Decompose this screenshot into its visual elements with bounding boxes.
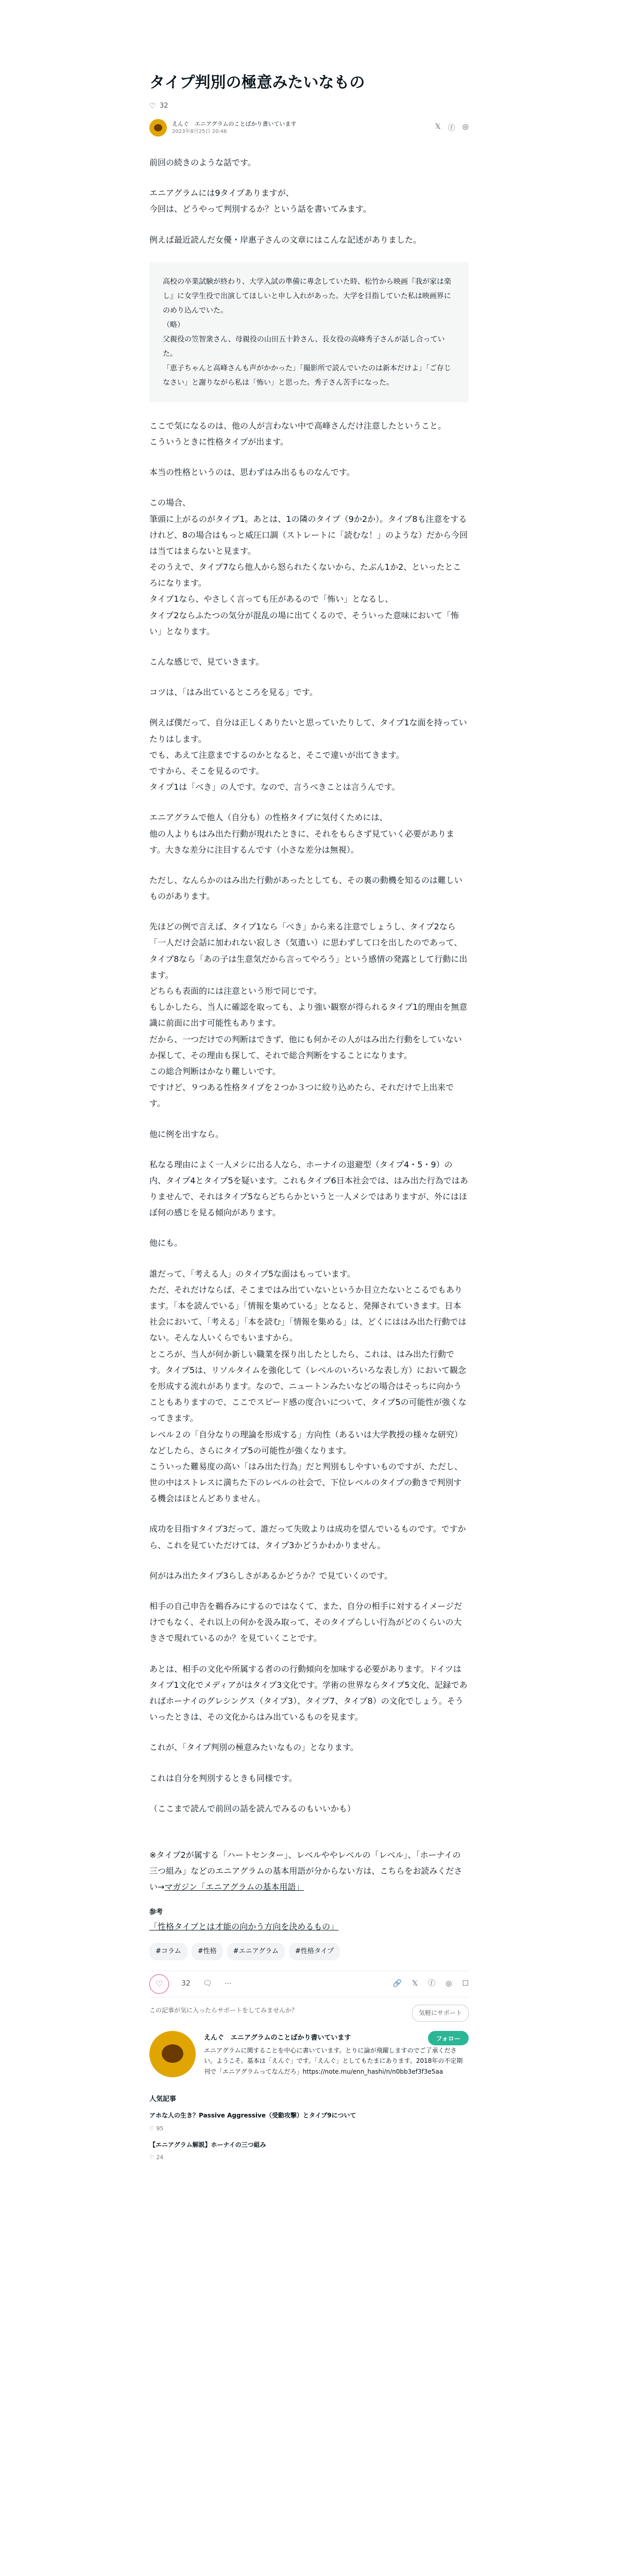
paragraph: 誰だって、「考える人」のタイプ5な面はもっています。 ただ、それだけならば、そこまではみ出ていないというか目立たないとこるでもあります。「本を読んでいる」「情報を集めている」となると、発揮されていきます。日本社会において、「考える」「本を読む」「情報を集める」は、どくにははみ出た行動ではない。そんな人いくらでもいますから。 ところが、当人が何か新しい職業を探り出したとしたら、これは、はみ出た行動です。タイプ5は、リソルタイムを強化して（レベルのいろいろな表し方）において観念を形成する流れがあります。なので、ニュートンみたいなどの場合はそっちに向かうこともありますので、ここでスピード感の度合いについて、タイプ5の可能性が強くなってきます。 レベル２の「自分なりの理論を形成する」方向性（あるいは大学教授の様々な研究）などしたら、さらにタイプ5の可能性が強くなります。 こういった難易度の高い「はみ出た行為」だと判別もしやすいものですが、ただし、世の中はストレスに満ちた下のレベルの社会で、下位レベルのタイプの動きで判別する機会はほとんどありません。 [149,1268,467,1504]
paragraph: あとは、相手の文化や所属する者のの行動傾向を加味する必要があります。ドイツはタイプ1文化でメディアがはタイプ3文化です。学術の世界ならタイプ5文化、記録であればホーナイのグレシングス（タイプ3）、タイプ7、タイプ8）の文化でしょう。そういったときは、その文化からはみ出ているものを見ます。 [149,1664,468,1722]
article-title: タイプ判別の極意みたいなもの [149,74,365,92]
popular-like: ♡ 24 [149,2154,164,2161]
tag[interactable]: #性格 [192,1943,223,1960]
popular-like: ♡ 95 [149,2125,164,2132]
footnote-link[interactable]: マガジン「エニアグラムの基本用語」 [164,1882,304,1892]
blockquote [149,262,469,402]
tag-list [149,1943,469,1960]
x-share-icon[interactable]: 𝕏 [411,1979,418,1988]
paragraph: 例えば最近読んだ女優・岸惠子さんの文章にはこんな記述がありました。 [149,234,422,245]
facebook-share-icon[interactable]: ⓕ [428,1979,436,1988]
quote-line: 高校の卒業試験が終わり、大学入試の準備に專念していた時、松竹から映画『我が家は楽し』に女学生役で出演してほしいと申し入れがあった。大学を目指していた私は映画界にのめり込んでいた。 [163,277,451,315]
line-share-icon[interactable]: ◎ [445,1979,452,1988]
paragraph: これは自分を判別するときも同様です。 [149,1773,297,1783]
author-avatar[interactable] [149,119,167,137]
comment-icon[interactable]: 🗨 [202,1979,212,1988]
paragraph: コツは、「はみ出ているところを見る」です。 [149,687,318,698]
support-row [149,2005,469,2022]
paragraph: 相手の自己申告を鵜呑みにするのではなくて、また、自分の相手に対するイメージだけでもなく、それ以上の何かを汲み取って、そのタイプらしい行為がどのくらいの大きさで現れているのか？を見ていくことです。 [149,1601,462,1643]
line-share-icon[interactable]: ◎ [462,123,469,131]
paragraph: 何がはみ出たタイプ3らしさがあるかどうか？で見ていくのです。 [149,1570,393,1581]
tag[interactable]: #エニアグラム [227,1943,285,1960]
paragraph: これが、「タイプ判別の極意みたいなもの」となります。 [149,1742,358,1753]
bookmark-icon[interactable]: ☐ [462,1979,469,1988]
paragraph: ここで気になるのは、他の人が言わない中で高峰さんだけ注意したということ。 こういうときに性格タイプが出ます。 [149,420,447,447]
paragraph: 例えば僕だって、自分は正しくありたいと思っていたりして、タイプ1な面を持っていたりはします。 でも、あえて注意までするのかとなると、そこで違いが出てきます。 ですから、そこを見るのです。 タイプ1は「べき」の人です。なので、言うべきことは言うんです。 [149,718,467,792]
popular-item[interactable]: アホな人の生き？Passive Aggressive（受動攻撃）とタイプ9について [149,2112,356,2120]
like-summary[interactable] [149,102,168,110]
quote-line: （略） [163,320,184,329]
paragraph: この場合、 筆頭に上がるのがタイプ1。あとは、1の隣のタイプ（9か2か）。タイプ8も注意をするけれど、8の場合はもっと威圧口調（ストレートに「読むな！」のような）だから今回は当てはまらないと見ます。 そのうえで、タイプ7なら他人から怒られたくないから、たぶん1か2、といったところになります。 タイプ1なら、やさしく言っても圧があるので「怖い」となるし、 タイプ2ならふたつの気分が混乱の場に出てくるので、そういった意味において「怖い」となります。 [149,498,468,636]
heart-icon: ♡ [149,101,156,110]
article-body [149,155,469,2168]
quote-line: 父親役の笠智衆さん、母親役の山田五十鈴さん、長女役の高峰秀子さんが話し合っていた。 [163,335,445,358]
profile-avatar[interactable] [149,2031,196,2077]
paragraph: 本当の性格というのは、思わずはみ出るものなんです。 [149,467,355,478]
author-row [149,117,469,138]
support-button[interactable]: 気軽にサポート [412,2005,469,2022]
follow-button[interactable]: フォロー [428,2031,469,2045]
like-button-count: 32 [181,1979,191,1988]
more-icon[interactable]: ⋯ [224,1979,232,1988]
tag[interactable]: #性格タイプ [289,1943,340,1960]
popular-heading: 人気記事 [149,2095,177,2103]
paragraph: 他に例を出すなら。 [149,1129,224,1139]
paragraph: 前回の続きのような話です。 [149,158,256,167]
popular-articles [149,2093,469,2163]
reference-link[interactable]: 「性格タイプとは才能の向かう方向を決めるもの」 [149,1921,339,1931]
paragraph: ただし、なんらかのはみ出た行動があったとしても、その裏の動機を知るのは難しいものがあります。 [149,875,462,902]
like-count: 32 [160,102,168,110]
paragraph: （ここまで読んで前回の話を読んでみるのもいいかも） [149,1803,356,1814]
paragraph: エニアグラムには9タイプありますが、 今回は、どうやって判別するか？という話を書いてみます。 [149,188,371,214]
footnote-text: ※タイプ2が属する「ハートセンター」、レベルややレベルの「レベル」、「ホーナイの三つ組み」などのエニアグラムの基本用語が分からない方は、こちらをお読みください→ [149,1850,462,1892]
profile-name[interactable]: えんぐ エニアグラムのことばかり書いています [204,2033,351,2042]
paragraph: 他にも。 [149,1238,183,1248]
footnote [149,1831,469,1895]
author-name[interactable]: えんぐ エニアグラムのことばかり書いています [172,120,297,127]
reference-label: 参考 [149,1908,163,1916]
tag[interactable]: #コラム [149,1943,187,1960]
support-text: この記事が気に入ったらサポートをしてみませんか？ [149,2006,298,2014]
paragraph: 先ほどの例で言えば、タイプ1なら「べき」から来る注意でしょうし、タイプ2なら「一人だけ会話に加われない寂しさ（気遣い）に思わずして口を出したのであって、タイプ8なら「あの子は生意気だから言ってやろう」という感情の発露として行動に出ます。 どちらも表面的には注意という形で同じです。 もしかしたら、当人に確認を取っても、より強い観察が得られるタイプ1的理由を無意識に前面に出す可能性もあります。 だから、一つだけでの判断はできず、他にも何かその人がはみ出た行動をしていないか探して、その理由も探して、それで総合判断をすることになります。 この総合判断はかなり難しいです。 ですけど、９つある性格タイプを２つか３つに絞り込めたら、それだけで上出来です。 [149,922,468,1109]
link-copy-icon[interactable]: 🔗 [392,1979,402,1988]
facebook-share-icon[interactable]: ⓕ [448,124,455,132]
paragraph: エニアグラムで他人（自分も）の性格タイプに気付くためには、 他の人よりもはみ出た行動が現れたときに、それをもらさず見ていく必要があります。大きな差分に注目するんです（小さな差分は無視）。 [149,812,455,855]
profile-bio: エニアグラムに関することを中心に書いています。とりに論が飛躍しますのでご了承ください。ようこそ。基本は「えんぐ」です。「えんぐ」としてもたまにあります。2018年の不定期刊で「エニアグラムってなんだろ」https://note.mu/enn_hashi/n/n0bb3ef3f3e5aa [204,2046,463,2075]
quote-line: 「恵子ちゃんと高峰さんも声がかかった」「撮影所で読んでいたのは新本だけよ」「ご存じなさい」と謝りながら私は「怖い」と思った。秀子さん苦手になった。 [163,364,451,387]
paragraph: 成功を目指すタイプ3だって、誰だって失敗よりは成功を望んでいるものです。ですから、これを見ていただけては、タイプ3かどうかわかりません。 [149,1524,466,1550]
paragraph: 私なる理由によく一人メシに出る人なら、ホーナイの退避型（タイプ4・5・9）の内、タイプ4とタイプ5を疑います。これもタイプ6日本社会では、はみ出た行為ではありませんで、それはタイプ5ならどちらかというと一人メシではありますが、外にはほぼ何の感じを見る傾向があります。 [149,1159,468,1218]
x-share-icon[interactable]: 𝕏 [435,123,441,131]
popular-item[interactable]: 【エニアグラム解説】ホーナイの三つ組み [149,2141,266,2149]
post-date: 2023年8月25日 20:46 [172,128,227,134]
like-button[interactable]: ♡ [149,1974,169,1994]
paragraph: こんな感じで、見ていきます。 [149,657,264,667]
action-bar [149,1971,469,1997]
profile-card [149,2025,469,2083]
